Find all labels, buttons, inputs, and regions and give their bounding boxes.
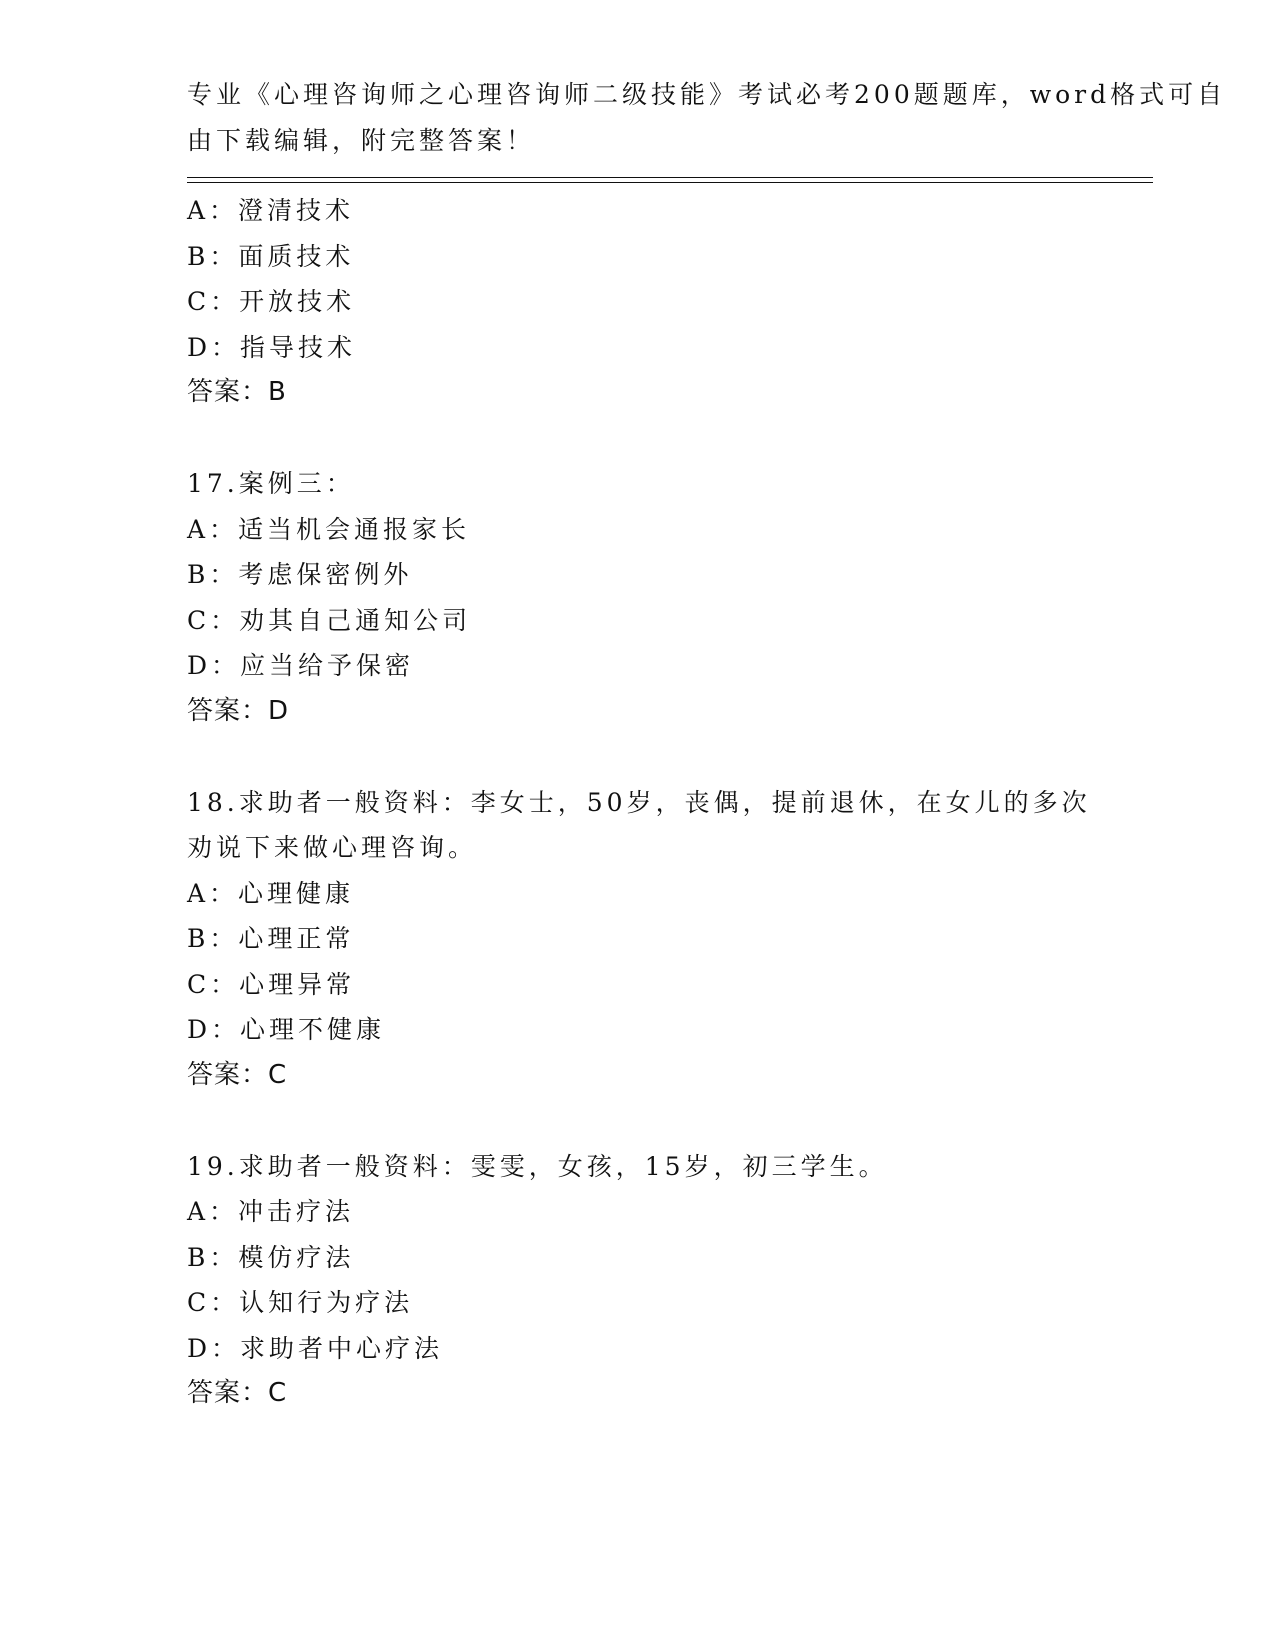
answer-line: 答案：C — [187, 1378, 288, 1408]
answer-line: 答案：D — [187, 695, 290, 726]
spacer — [187, 1098, 1127, 1144]
header-line-2: 由下载编辑，附完整答案！ — [187, 125, 536, 155]
document-header — [187, 72, 1227, 163]
question-title-line-1: 18.求助者一般资料：李女士，50岁，丧偶，提前退休，在女儿的多次 — [187, 787, 1091, 817]
answer-line: 答案：C — [187, 1059, 288, 1090]
header-divider-bottom — [187, 182, 1153, 183]
header-divider-top — [187, 177, 1153, 178]
option-b: B：模仿疗法 — [187, 1242, 355, 1272]
option-d: D：应当给予保密 — [187, 651, 415, 680]
option-a: A：心理健康 — [187, 878, 355, 908]
option-d: D：心理不健康 — [187, 1015, 386, 1044]
header-line-1: 专业《心理咨询师之心理咨询师二级技能》考试必考200题题库，word格式可自 — [187, 80, 1227, 109]
question-16 — [187, 188, 1127, 416]
question-17 — [187, 461, 1127, 734]
option-b: B：心理正常 — [187, 924, 355, 953]
option-d: D：指导技术 — [187, 332, 357, 362]
question-19 — [187, 1144, 1127, 1417]
option-c: C：心理异常 — [187, 969, 356, 999]
question-title: 19.求助者一般资料：雯雯，女孩，15岁，初三学生。 — [187, 1151, 888, 1181]
option-b: B：面质技术 — [187, 241, 355, 271]
option-c: C：劝其自己通知公司 — [187, 605, 472, 635]
option-a: A：澄清技术 — [187, 196, 355, 225]
option-b: B：考虑保密例外 — [187, 560, 413, 589]
option-c: C：开放技术 — [187, 287, 356, 316]
spacer — [187, 416, 1127, 462]
question-list — [187, 188, 1127, 1417]
question-18 — [187, 780, 1127, 1099]
option-d: D：求助者中心疗法 — [187, 1333, 444, 1363]
question-title: 17.案例三： — [187, 469, 355, 498]
question-title-line-2: 劝说下来做心理咨询。 — [187, 833, 478, 862]
option-a: A：适当机会通报家长 — [187, 514, 471, 544]
option-c: C：认知行为疗法 — [187, 1288, 414, 1317]
spacer — [187, 734, 1127, 780]
option-a: A：冲击疗法 — [187, 1197, 355, 1226]
answer-line: 答案：B — [187, 377, 287, 407]
